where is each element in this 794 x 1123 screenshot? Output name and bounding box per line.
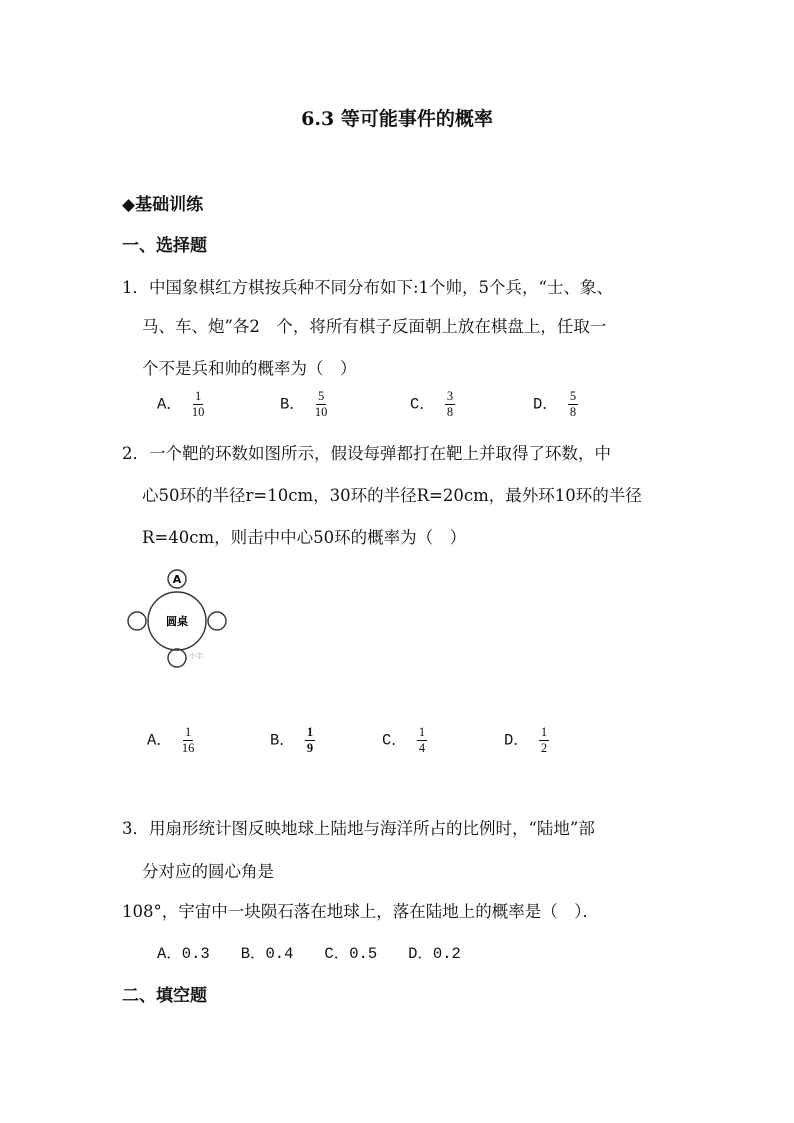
fraction: $\frac{1}{10}$ [191,389,205,419]
q2-option-b: B． $\frac{1}{9}$ [270,725,314,755]
q2-line-3: R=40cm，则击中中心50环的概率为（ ） [142,528,467,547]
fraction: $\frac{5}{10}$ [314,389,328,419]
fraction: $\frac{1}{4}$ [418,725,426,755]
q1-line-3: 个不是兵和帅的概率为（ ） [142,359,357,378]
fraction: $\frac{1}{9}$ [306,725,314,755]
table-label: 圆桌 [166,615,188,628]
q3-line-3: 108°，宇宙中一块陨石落在地球上，落在陆地上的概率是（ ）． [122,902,599,921]
page-title: 6.3 等可能事件的概率 [301,108,493,130]
q2-option-c: C． $\frac{1}{4}$ [382,725,426,755]
q3-options: A．0.3 B．0.4 C．0.5 D．0.2 [157,945,461,963]
fraction: $\frac{1}{16}$ [181,725,195,755]
round-table-figure [120,566,240,670]
seat-bottom [168,649,186,667]
fraction: $\frac{1}{2}$ [540,725,548,755]
seat-a-label: A [172,573,182,586]
fraction: $\frac{5}{8}$ [569,389,577,419]
q3-line-1: 3．用扇形统计图反映地球上陆地与海洋所占的比例时，“陆地”部 [122,819,595,838]
section-basic-training: ◆基础训练 [122,195,204,215]
q2-option-d: D． $\frac{1}{2}$ [504,725,548,755]
q3-line-2: 分对应的圆心角是 [142,862,274,881]
q1-line-1: 1．中国象棋红方棋按兵种不同分布如下:1个帅，5个兵，“士、象、 [122,278,613,297]
q1-option-a: A． $\frac{1}{10}$ [157,389,205,419]
q1-option-c: C． $\frac{3}{8}$ [410,389,454,419]
q1-line-2: 马、车、炮”各2 个，将所有棋子反面朝上放在棋盘上，任取一 [142,317,607,336]
section-multiple-choice: 一、选择题 [122,236,207,256]
seat-left [128,612,146,630]
faint-label: 小宇 [189,652,203,660]
q2-line-2: 心50环的半径r=10cm，30环的半径R=20cm，最外环10环的半径 [142,486,642,505]
q2-option-a: A． $\frac{1}{16}$ [147,725,195,755]
section-fill-in: 二、填空题 [122,986,207,1006]
q2-line-1: 2．一个靶的环数如图所示，假设每弹都打在靶上并取得了环数，中 [122,444,611,463]
seat-right [208,612,226,630]
fraction: $\frac{3}{8}$ [446,389,454,419]
q1-option-b: B． $\frac{5}{10}$ [280,389,328,419]
q1-option-d: D． $\frac{5}{8}$ [533,389,577,419]
